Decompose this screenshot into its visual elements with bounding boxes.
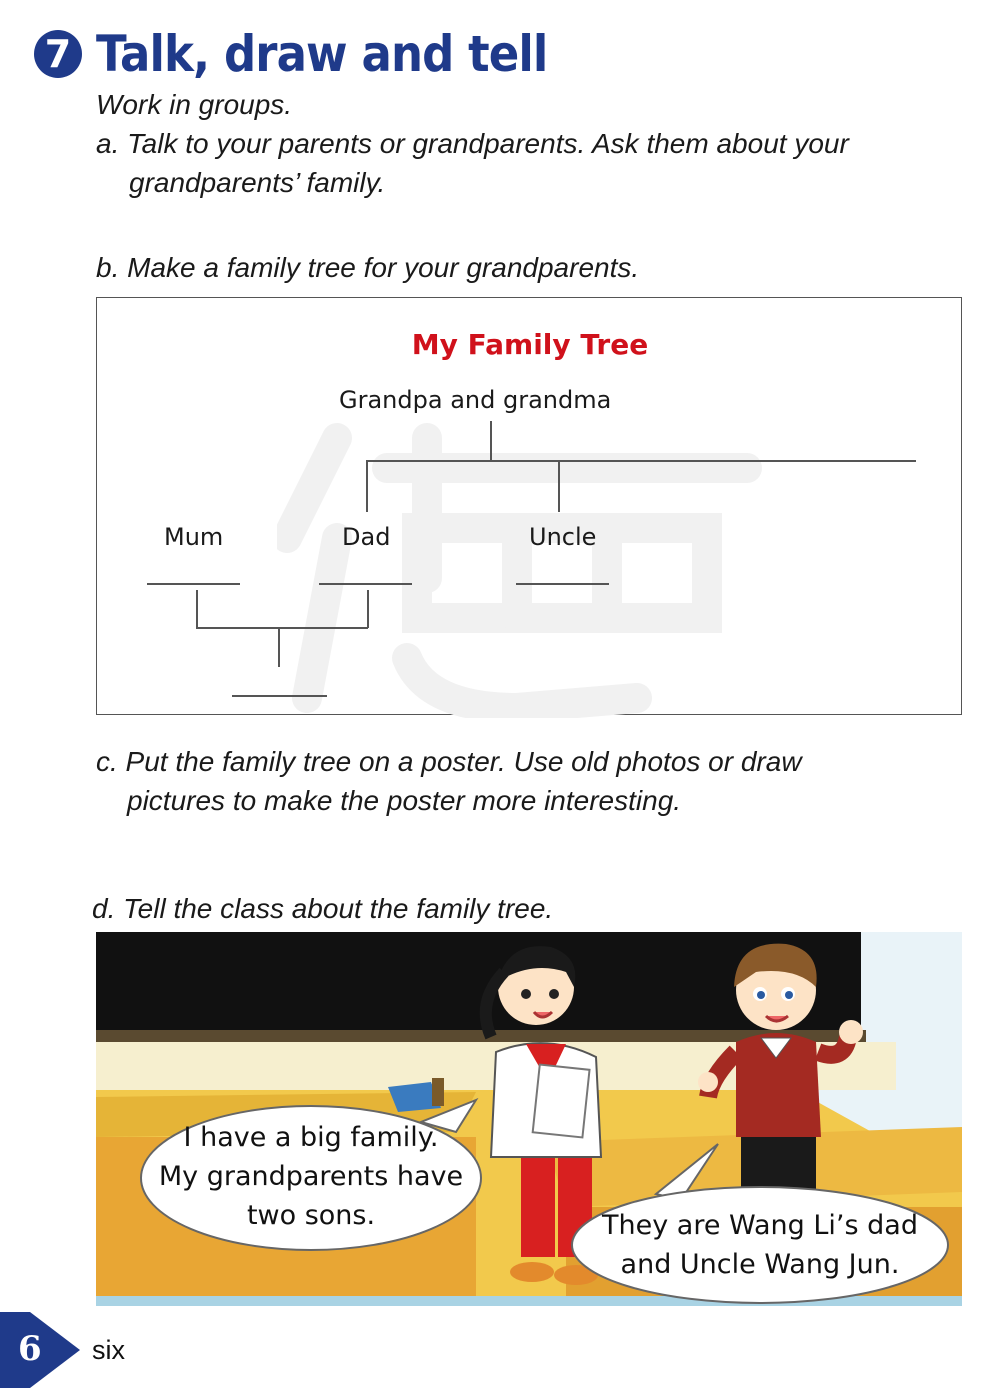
tree-connector: [366, 460, 368, 512]
blank-line-child: [232, 695, 327, 697]
watermark-character: [277, 398, 797, 718]
blank-line-uncle-spouse: [516, 583, 609, 585]
family-tree-title: My Family Tree: [411, 328, 649, 361]
instruction-a-line2: grandparents’ family.: [129, 167, 386, 198]
blank-line-mum-spouse: [147, 583, 240, 585]
tree-connector: [490, 421, 492, 461]
tree-connector: [366, 460, 916, 462]
girl-speech-line1: I have a big family.: [183, 1122, 439, 1153]
tree-connector: [558, 460, 560, 512]
tree-connector: [196, 590, 198, 628]
tree-label-mum: Mum: [164, 523, 224, 551]
tree-connector: [367, 590, 369, 628]
instruction-b: b. Make a family tree for your grandparents.: [96, 252, 640, 283]
instruction-c-line2: pictures to make the poster more interesting.: [127, 785, 682, 816]
instruction-a-line1: a. Talk to your parents or grandparents. Ask them about your: [96, 128, 849, 159]
boy-speech-line2: and Uncle Wang Jun.: [620, 1249, 900, 1280]
classroom-illustration: [96, 932, 962, 1306]
boy-speech-line1: They are Wang Li’s dad: [602, 1210, 918, 1241]
instruction-intro: Work in groups.: [96, 89, 293, 120]
family-tree-box: [96, 297, 962, 715]
page-number: 6: [18, 1329, 42, 1369]
instruction-d: d. Tell the class about the family tree.: [92, 893, 554, 924]
blank-line-dad-spouse: [319, 583, 412, 585]
exercise-number-badge: 7: [34, 30, 82, 78]
girl-speech-line2: My grandparents have: [158, 1161, 464, 1192]
girl-speech-line3: two sons.: [246, 1200, 376, 1231]
tree-label-uncle: Uncle: [529, 523, 597, 551]
page-title: Talk, draw and tell: [96, 25, 548, 83]
tree-label-grandparents: Grandpa and grandma: [339, 386, 612, 414]
tree-connector: [196, 627, 368, 629]
tree-label-dad: Dad: [342, 523, 391, 551]
page-number-word: six: [92, 1335, 125, 1365]
instruction-c-line1: c. Put the family tree on a poster. Use old photos or draw: [96, 746, 802, 777]
tree-connector: [278, 627, 280, 667]
